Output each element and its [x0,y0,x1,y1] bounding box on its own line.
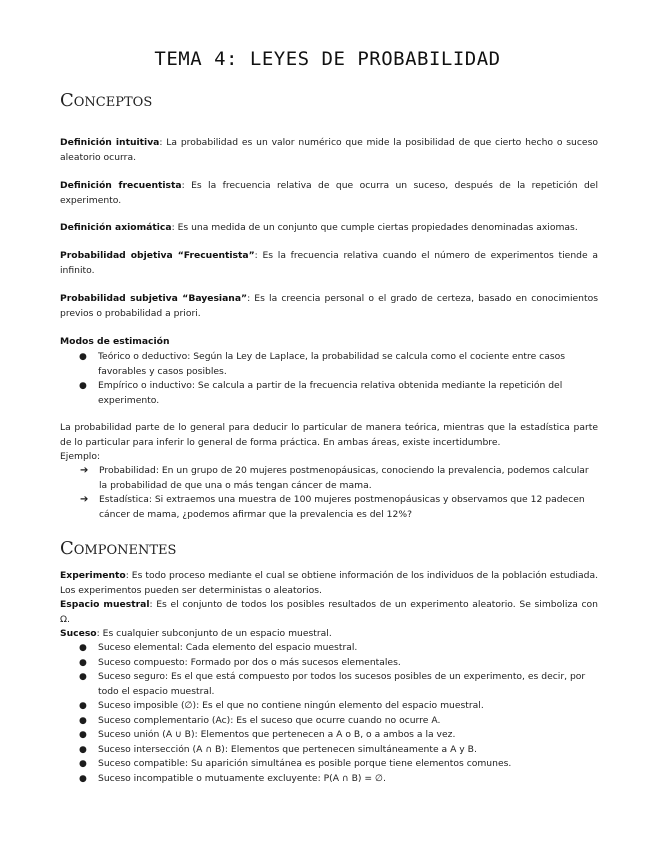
list-item-text: Probabilidad: En un grupo de 20 mujeres postmenopáusicas, conociendo la prevalencia, podemos calcular la probabilidad de que una o más tengan cáncer de mama. [99,465,589,491]
examples-list [80,464,598,522]
definition-term: Espacio muestral [60,599,150,610]
definition-term: Definición axiomática [60,222,172,233]
modos-heading [60,335,598,350]
list-item [79,728,598,743]
definition-term: Experimento [60,570,126,581]
definition-text: : Es todo proceso mediante el cual se obtiene información de los individuos de la población estudiada. Los experimentos pueden ser deterministas o aleatorios. [60,570,598,596]
list-item-text: Suceso imposible (∅): Es el que no contiene ningún elemento del espacio muestral. [98,700,484,711]
list-item [79,670,598,699]
list-item-text: Suceso compuesto: Formado por dos o más sucesos elementales. [98,656,401,668]
definition-subjetiva [60,292,598,321]
espacio-muestral-definition [60,598,598,627]
list-item-text: Suceso seguro: Es el que está compuesto por todos los sucesos posibles de un experimento, es decir, por todo el espacio muestral. [98,671,586,697]
bullet-icon: ● [79,759,87,769]
definition-term: Probabilidad subjetiva “Bayesiana” [60,293,248,304]
bullet-icon: ● [79,381,87,391]
list-item [79,699,598,714]
definition-axiomatica [60,221,598,236]
list-item-text: Suceso incompatible o mutuamente excluyente: P(A ∩ B) = ∅. [98,772,386,784]
experimento-definition [60,569,598,598]
definition-term: Definición frecuentista [60,180,182,191]
estadistica-paragraph: La probabilidad parte de lo general para deducir lo particular de manera teórica, mientras que la estadística parte de lo particular para inferir lo general de forma práctica. En ambas áreas, existe incertidumbre. [60,422,598,448]
list-item-text: Suceso compatible: Su aparición simultánea es posible porque tiene elementos comunes. [98,758,512,769]
definition-text: : Es una medida de un conjunto que cumple ciertas propiedades denominadas axiomas. [171,222,578,233]
bullet-icon: ● [79,715,87,726]
list-item-text: Suceso complementario (Ac): Es el suceso que ocurre cuando no ocurre A. [98,714,441,726]
bullet-icon: ● [79,643,87,653]
list-item [79,714,598,729]
bullet-icon: ● [79,657,87,668]
bullet-icon: ● [79,701,87,711]
arrow-icon: ➔ [80,465,89,476]
page-title: TEMA 4: LEYES DE PROBABILIDAD [154,48,501,70]
definition-text: : La probabilidad es un valor numérico que mide la posibilidad de que cierto hecho o suceso aleatorio ocurra. [60,137,598,163]
definition-term: Definición intuitiva [60,137,160,148]
modos-list [79,350,598,408]
list-item [79,350,598,379]
definition-intuitiva [60,136,598,165]
suceso-definition [60,627,598,642]
definition-term: Suceso [60,628,97,639]
definition-text: : Es la frecuencia relativa cuando el número de experimentos tiende a infinito. [60,250,598,276]
suceso-types-list [79,641,598,786]
modos-heading-text: Modos de estimación [60,336,170,347]
bullet-icon: ● [79,730,87,740]
definition-text: : Es la creencia personal o el grado de certeza, basado en conocimientos previos o probabilidad a priori. [60,293,598,319]
definition-objetiva [60,249,598,278]
list-item-text: Suceso intersección (A ∩ B): Elementos que pertenecen simultáneamente a A y B. [98,743,477,755]
arrow-icon: ➔ [80,494,89,505]
definition-text: : Es cualquier subconjunto de un espacio muestral. [96,628,332,639]
list-item [79,641,598,656]
bullet-icon: ● [79,744,87,755]
ejemplo-label: Ejemplo: [60,451,101,462]
list-item [79,656,598,671]
definition-term: Probabilidad objetiva “Frecuentista” [60,250,255,261]
section-heading-componentes: Componentes [60,538,177,559]
bullet-icon: ● [79,672,87,682]
section-heading-conceptos: Conceptos [60,90,153,111]
definition-text: : Es el conjunto de todos los posibles resultados de un experimento aleatorio. Se simboliza con Ω. [60,599,598,625]
bullet-icon: ● [79,773,87,784]
list-item [80,493,598,522]
list-item-text: Suceso unión (A ∪ B): Elementos que pertenecen a A o B, o a ambos a la vez. [98,729,456,740]
list-item [79,757,598,772]
definition-frecuentista [60,179,598,208]
list-item-text: Empírico o inductivo: Se calcula a partir de la frecuencia relativa obtenida mediante la repetición del experimento. [98,380,563,406]
bullet-icon: ● [79,352,87,362]
list-item [79,772,598,787]
list-item-text: Estadística: Si extraemos una muestra de 100 mujeres postmenopáusicas y observamos que 12 padecen cáncer de mama, ¿podemos afirmar que la prevalencia es del 12%? [99,494,585,520]
list-item-text: Suceso elemental: Cada elemento del espacio muestral. [98,642,358,653]
list-item [80,464,598,493]
list-item-text: Teórico o deductivo: Según la Ley de Laplace, la probabilidad se calcula como el cociente entre casos favorables y casos posibles. [98,351,566,377]
list-item [79,743,598,758]
definition-text: : Es la frecuencia relativa de que ocurra un suceso, después de la repetición del experimento. [60,180,599,206]
list-item [79,379,598,408]
